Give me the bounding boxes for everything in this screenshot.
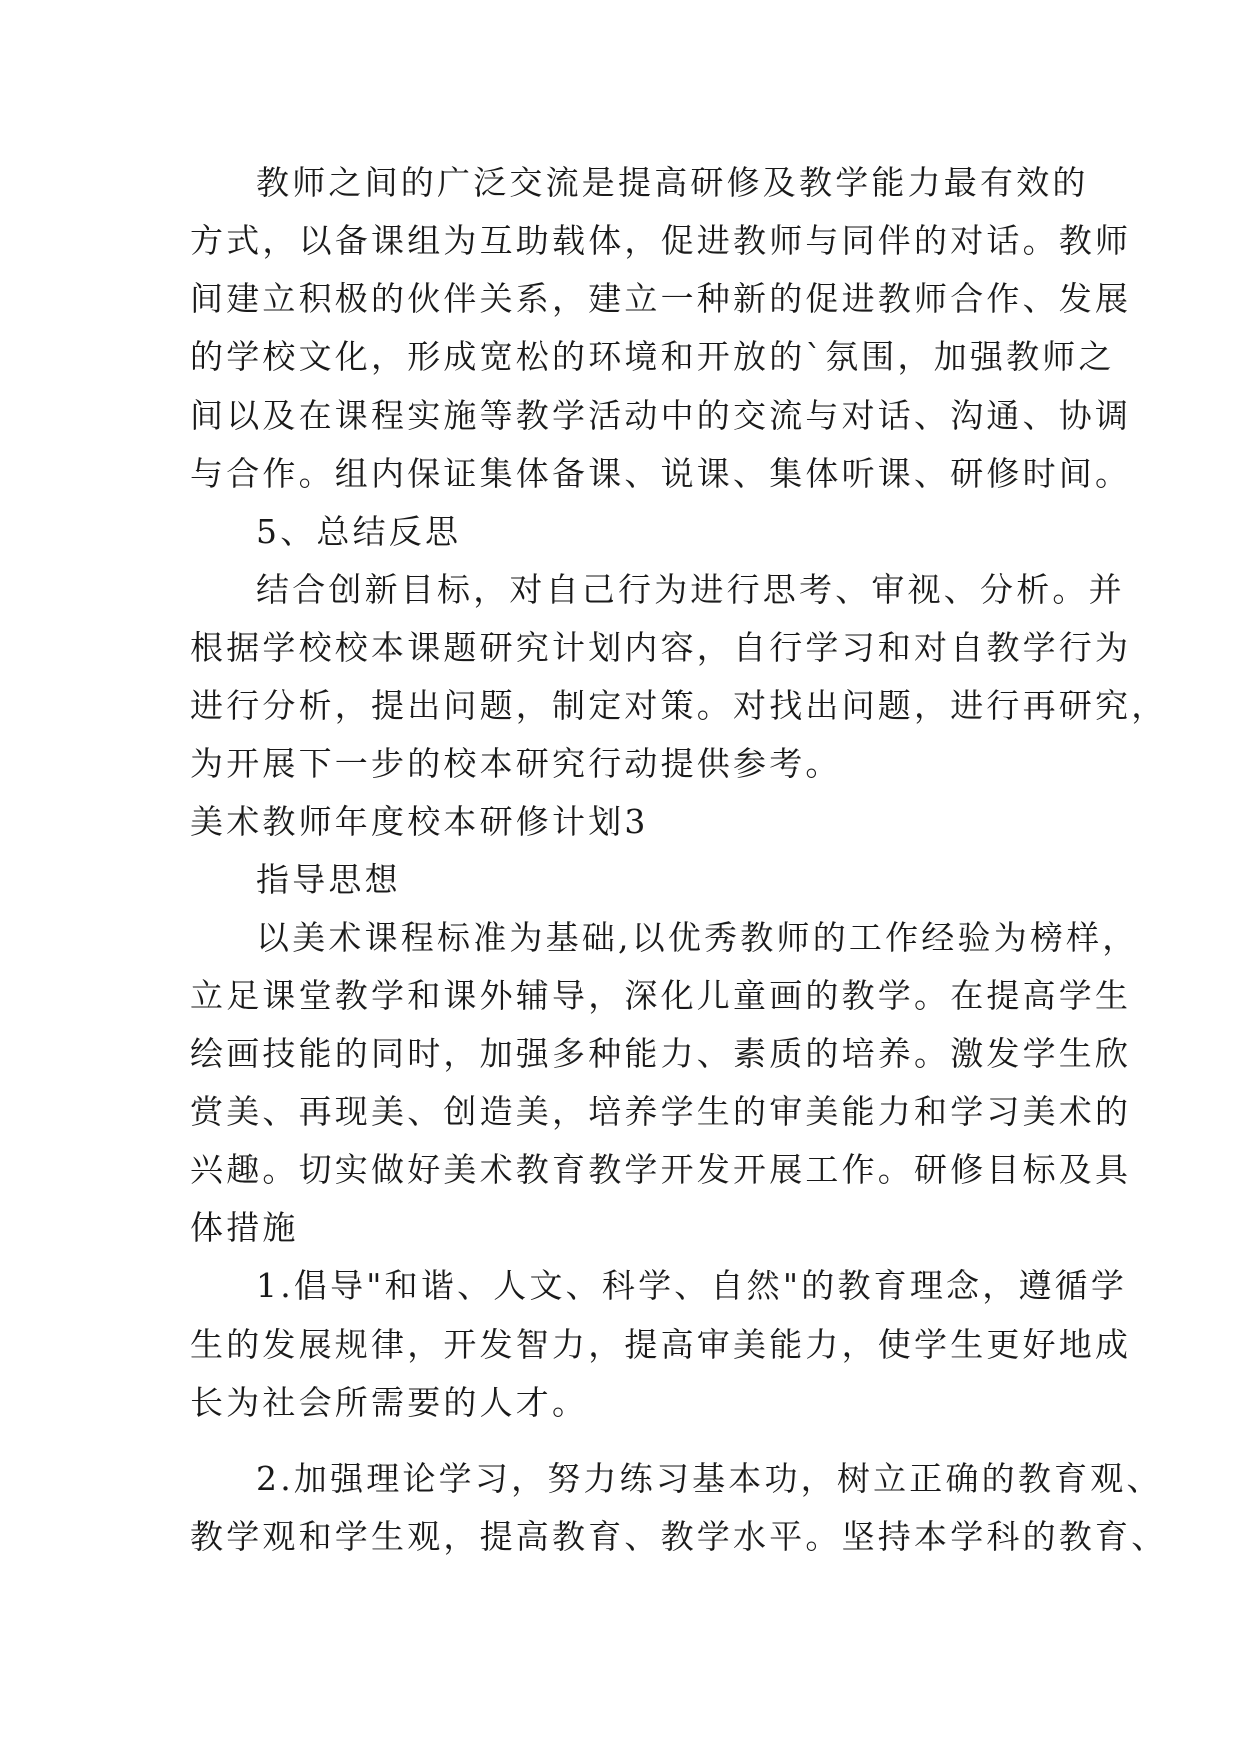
text-line: 结合创新目标，对自己行为进行思考、审视、分析。并: [256, 570, 1125, 609]
text-line: 根据学校校本课题研究计划内容，自行学习和对自教学行为: [190, 628, 1132, 667]
text-line: 进行分析，提出问题，制定对策。对找出问题，进行再研究，: [190, 686, 1168, 725]
text-line: 1.倡导"和谐、人文、科学、自然"的教育理念，遵循学: [256, 1266, 1128, 1305]
section-heading: 5、总结反思: [256, 512, 462, 551]
text-line: 立足课堂教学和课外辅导，深化儿童画的教学。在提高学生: [190, 976, 1132, 1015]
text-line: 方式，以备课组为互助载体，促进教师与同伴的对话。教师: [190, 221, 1132, 260]
text-line: 兴趣。切实做好美术教育教学开发开展工作。研修目标及具: [190, 1150, 1132, 1189]
text-line: 为开展下一步的校本研究行动提供参考。: [190, 744, 842, 783]
text-line: 以美术课程标准为基础,以优秀教师的工作经验为榜样，: [256, 918, 1139, 957]
text-line: 教师之间的广泛交流是提高研修及教学能力最有效的: [256, 163, 1089, 202]
text-line: 的学校文化，形成宽松的环境和开放的`氛围，加强教师之: [190, 337, 1115, 376]
text-line: 赏美、再现美、创造美，培养学生的审美能力和学习美术的: [190, 1092, 1132, 1131]
section-heading: 指导思想: [256, 860, 401, 899]
text-line: 长为社会所需要的人才。: [190, 1383, 589, 1422]
text-line: 与合作。组内保证集体备课、说课、集体听课、研修时间。: [190, 454, 1132, 493]
text-line: 教学观和学生观，提高教育、教学水平。坚持本学科的教育、: [190, 1517, 1168, 1556]
text-line: 2.加强理论学习，努力练习基本功，树立正确的教育观、: [256, 1459, 1163, 1498]
document-title: 美术教师年度校本研修计划3: [190, 802, 649, 841]
text-line: 间以及在课程实施等教学活动中的交流与对话、沟通、协调: [190, 396, 1132, 435]
text-line: 体措施: [190, 1208, 299, 1247]
text-line: 生的发展规律，开发智力，提高审美能力，使学生更好地成: [190, 1325, 1132, 1364]
text-line: 绘画技能的同时，加强多种能力、素质的培养。激发学生欣: [190, 1034, 1132, 1073]
text-line: 间建立积极的伙伴关系，建立一种新的促进教师合作、发展: [190, 279, 1132, 318]
